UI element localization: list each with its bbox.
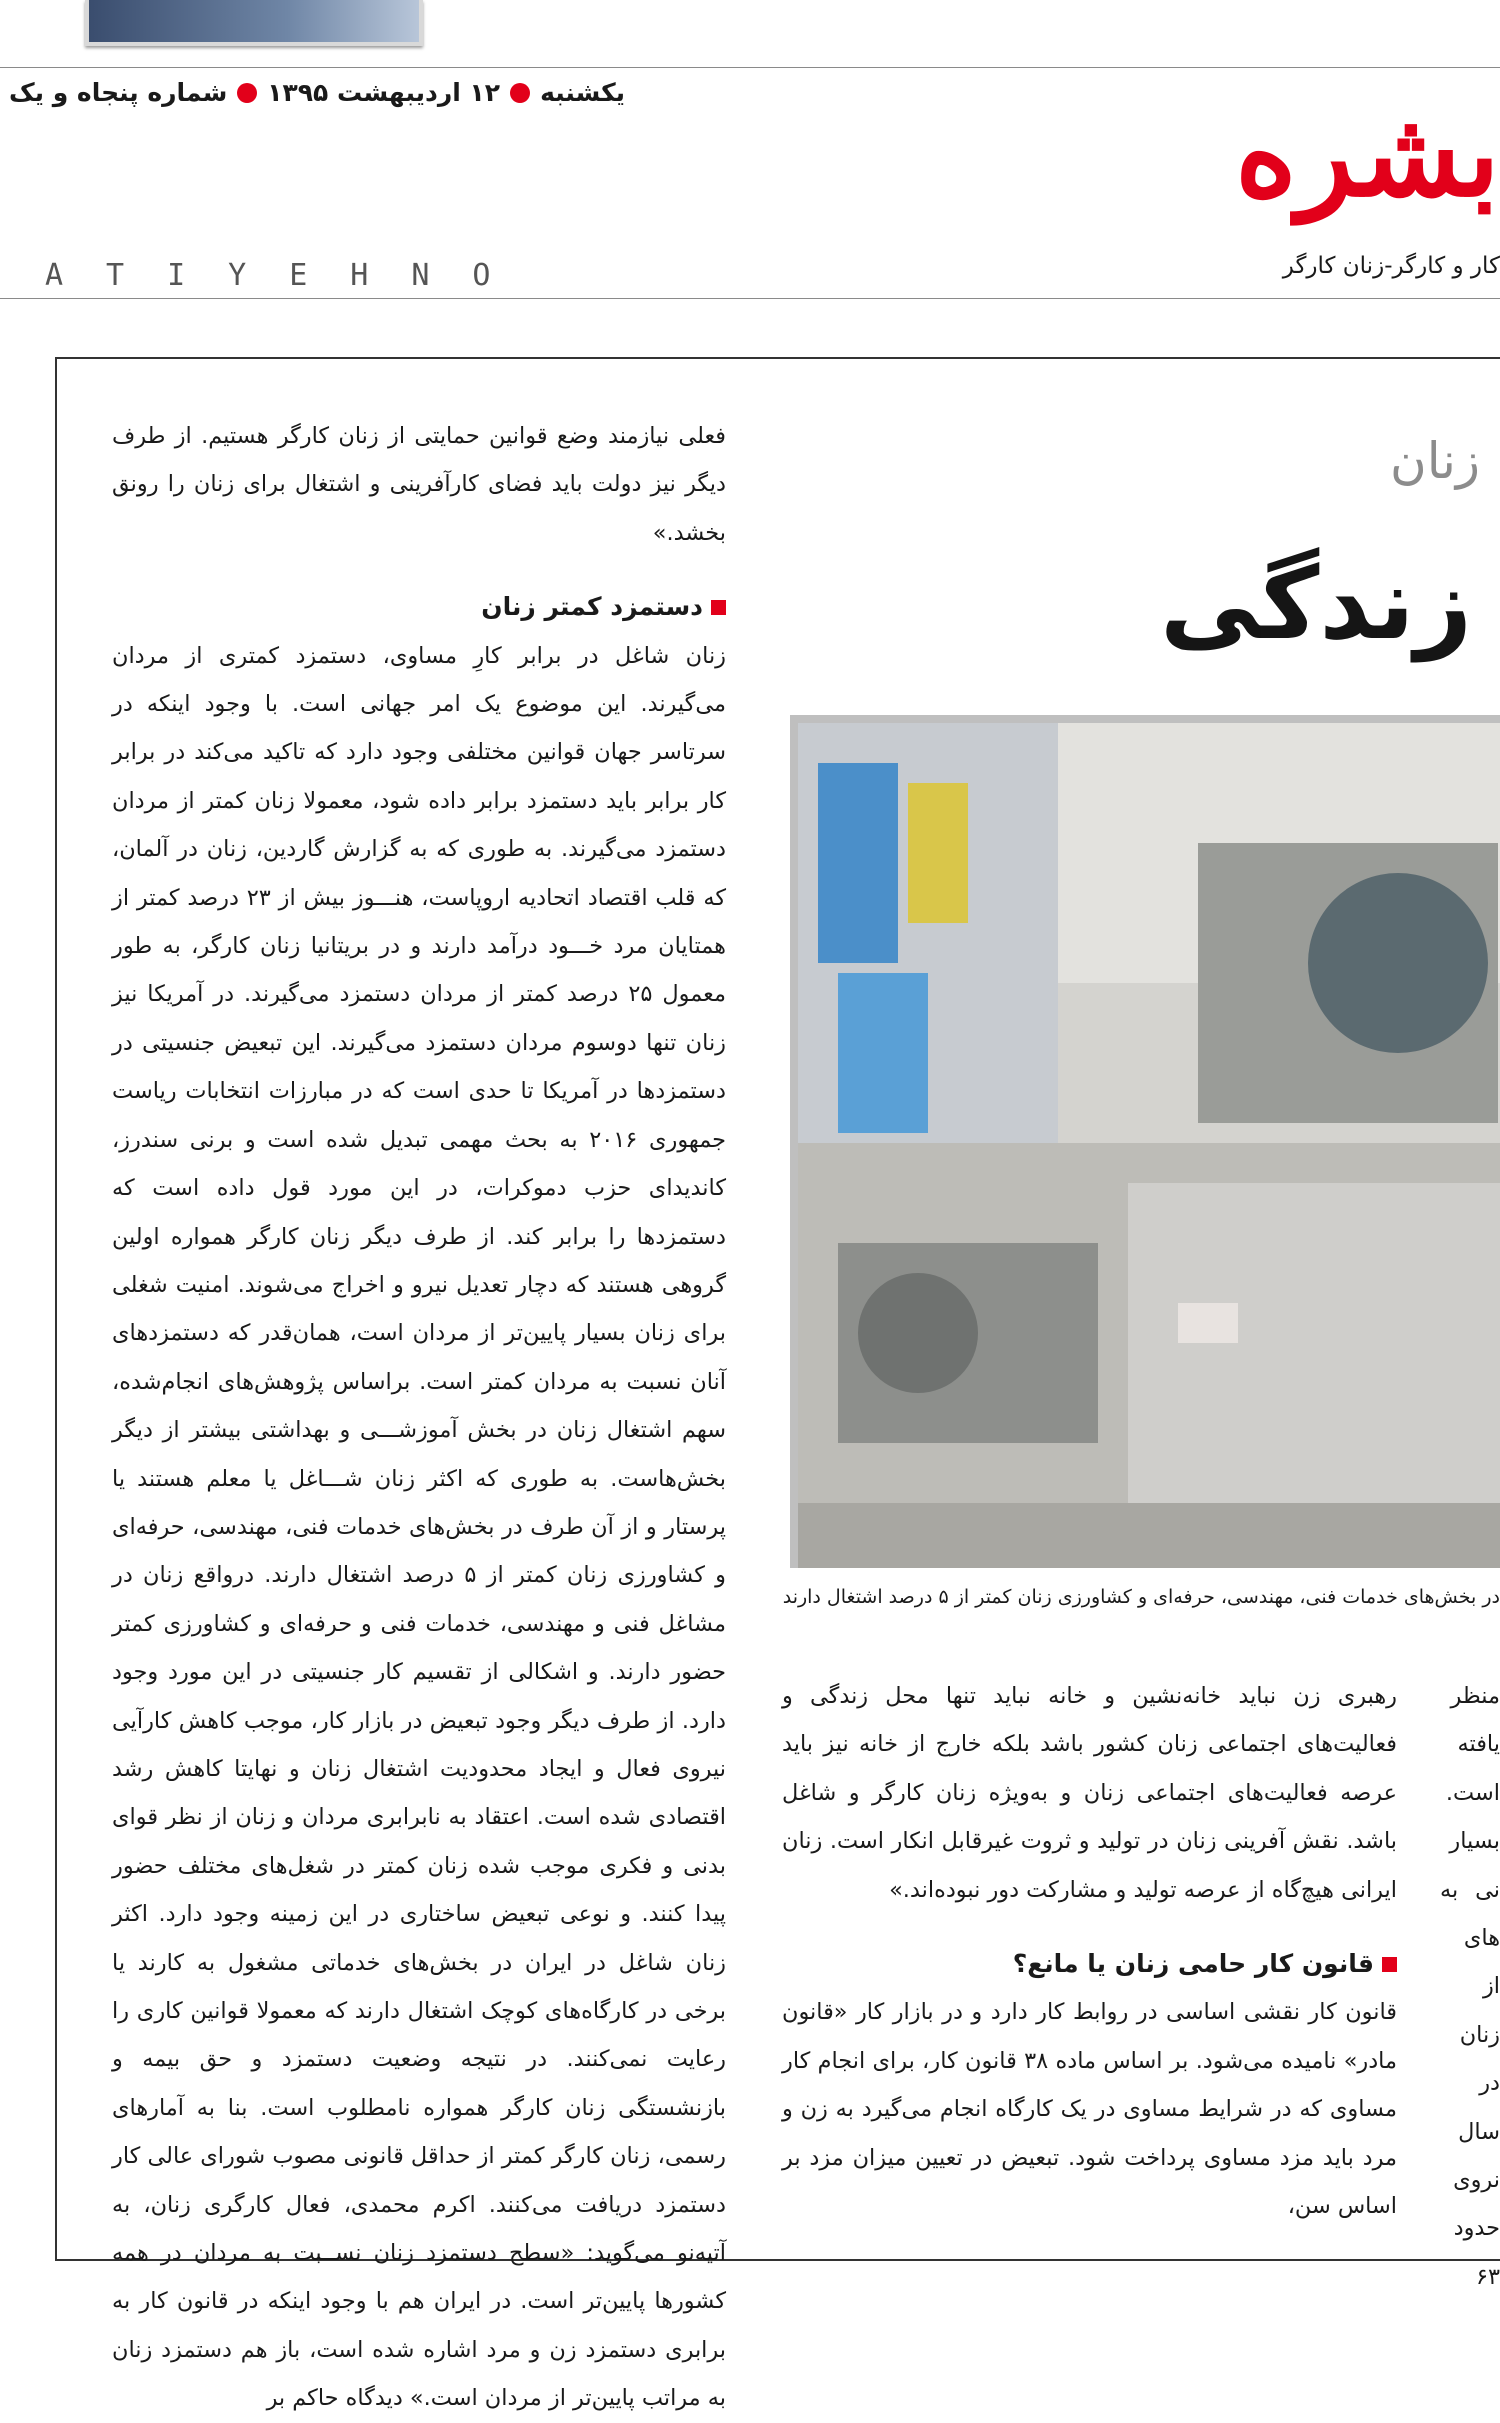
right-column-fragment: منظر یافته است. بسیار نی به های از زنان در سال نروی حدود ۶۳ (1440, 1683, 1500, 2290)
left-intro-paragraph: فعلی نیازمند وضع قوانین حمایتی از زنان کارگر هستیم. از طرف دیگر نیز دولت باید فضای کارآفرینی و اشتغال برای زنان را رونق بخشد.» (112, 423, 726, 546)
factory-photo (790, 715, 1500, 1568)
latin-strip: ATIYEHNO (45, 258, 534, 293)
middle-column (782, 1672, 1397, 2230)
dateline-issue: شماره پنجاه و یک (9, 78, 228, 107)
article-headline: زندگی (1160, 545, 1473, 662)
red-bullet-icon (510, 83, 530, 103)
dateline (9, 78, 625, 107)
tagline: کار و کارگر-زنان کارگر (1282, 253, 1500, 279)
factory-machinery-image (798, 723, 1500, 1568)
article-kicker: زنان (1390, 432, 1481, 490)
photo-caption: در بخش‌های خدمات فنی، مهندسی، حرفه‌ای و کشاورزی زنان کمتر از ۵ درصد اشتغال دارند (782, 1586, 1500, 1608)
section1-body: زنان شاغل در برابر کارِ مساوی، دستمزد کمتری از مردان می‌گیرند. این موضوع یک امر جهانی است. با وجود اینکه در سرتاسر جهان قوانین مختلفی وجود دارد که تاکید می‌کند در برابر کار برابر باید دستمزد برابر داده شود، معمولا زنان کمتر از مردان دستمزد می‌گیرند. به طوری که به گزارش گاردین، زنان در آلمان، که قلب اقتصاد اتحادیه اروپاست، هنـــوز بیش از ۲۳ درصد کمتر از همتایان مرد خـــود درآمد دارند و در بریتانیا زنان کارگر، به طور معمول ۲۵ درصد کمتر از مردان دستمزد می‌گیرند. در آمریکا نیز زنان تنها دوسوم مردان دستمزد می‌گیرند. این تبعیض جنسیتی در دستمزدها در آمریکا تا حدی است که در مبارزات انتخابات ریاست جمهوری ۲۰۱۶ به بحث مهمی تبدیل شده است و برنی سندرز، کاندیدای حزب دموکرات، در این مورد قول داده است که دستمزدها را برابر کند. از طرف دیگر زنان کارگر همواره اولین گروهی هستند که دچار تعدیل نیرو و اخراج می‌شوند. امنیت شغلی برای زنان بسیار پایین‌تر از مردان است، همان‌قدر که دستمزدهای آنان نسبت به مردان کمتر است. براساس پژوهش‌های انجام‌شده، سهم اشتغال زنان در بخش آموزشـــی و بهداشتی بیشتر از دیگر بخش‌هاست. به طوری که اکثر زنان شـــاغل یا معلم هستند یا پرستار و از آن طرف در بخش‌های خدمات فنی، مهندسی، حرفه‌ای و کشاورزی زنان کمتر از ۵ درصد اشتغال دارند. درواقع زنان در مشاغل فنی و مهندسی، خدمات فنی و حرفه‌ای و کشاورزی کمتر حضور دارند. و اشکالی از تقسیم کار جنسیتی در این مورد وجود دارد. از طرف دیگر وجود تبعیض در بازار کار، موجب کاهش کارآیی نیروی فعال و ایجاد محدودیت اشتغال زنان و نهایتا کاهش رشد اقتصادی شده است. اعتقاد به نابرابری مردان و زنان از نظر قوای بدنی و فکری موجب شده زنان کمتر در شغل‌های مختلف حضور پیدا کنند. و نوعی تبعیض ساختاری در این زمینه وجود دارد. اکثر زنان شاغل در ایران در بخش‌های خدماتی مشغول به کارند یا برخی در کارگاه‌های کوچک اشتغال دارند که معمولا قوانین کاری را رعایت نمی‌کنند. در نتیجه وضعیت دستمزد و حق بیمه و بازنشستگی زنان کارگر همواره نامطلوب است. بنا به آمارهای رسمی، زنان کارگر کمتر از حداقل قانونی مصوب شورای عالی کار دستمزد دریافت می‌کنند. اکرم محمدی، فعال کارگری زنان، به آتیه‌نو می‌گوید: «سطح دستمزد زنان نســبت به مردان در همه کشورها پایین‌تر است. در ایران هم با وجود اینکه در قانون کار به برابری دستمزد زن و مرد اشاره شده است، باز هم دستمزد زنان به مراتب پایین‌تر از مردان است.» دیدگاه حاکم بر (112, 642, 726, 2412)
section1-heading: دستمزد کمتر زنان (112, 583, 726, 631)
red-square-icon (1382, 1957, 1397, 1972)
dateline-day: یکشنبه (540, 78, 625, 107)
red-bullet-icon (237, 83, 257, 103)
masthead-rule (0, 298, 1500, 299)
section2-heading: قانون کار حامی زنان یا مانع؟ (782, 1940, 1397, 1988)
mid-body: رهبری زن نباید خانه‌نشین و خانه نباید تنها محل زندگی و فعالیت‌های اجتماعی زنان کشور باشد بلکه خارج از خانه نیز باید عرصه فعالیت‌های اجتماعی زنان و به‌ویژه زنان کارگر و شاغل باشد. نقش آفرینی زنان در تولید و ثروت غیرقابل انکار است. زنان ایرانی هیچ‌گاه از عرصه تولید و مشارکت دور نبوده‌اند.» (782, 1683, 1397, 1903)
header-rule (0, 67, 1500, 68)
section2-body: قانون کار نقشی اساسی در روابط کار دارد و در بازار کار «قانون مادر» نامیده می‌شود. بر اساس ماده ۳۸ قانون کار، برای انجام کار مساوی که در شرایط مساوی در یک کارگاه انجام می‌گیرد به زن و مرد باید مزد مساوی پرداخت شود. تبعیض در تعیین میزان مزد بر اساس سن، (782, 1999, 1397, 2220)
left-column (112, 412, 726, 2423)
red-square-icon (711, 600, 726, 615)
newspaper-logo: بشره (1234, 84, 1500, 223)
top-photo-fragment (85, 0, 423, 46)
dateline-date: ۱۲ اردیبهشت ۱۳۹۵ (267, 78, 501, 107)
